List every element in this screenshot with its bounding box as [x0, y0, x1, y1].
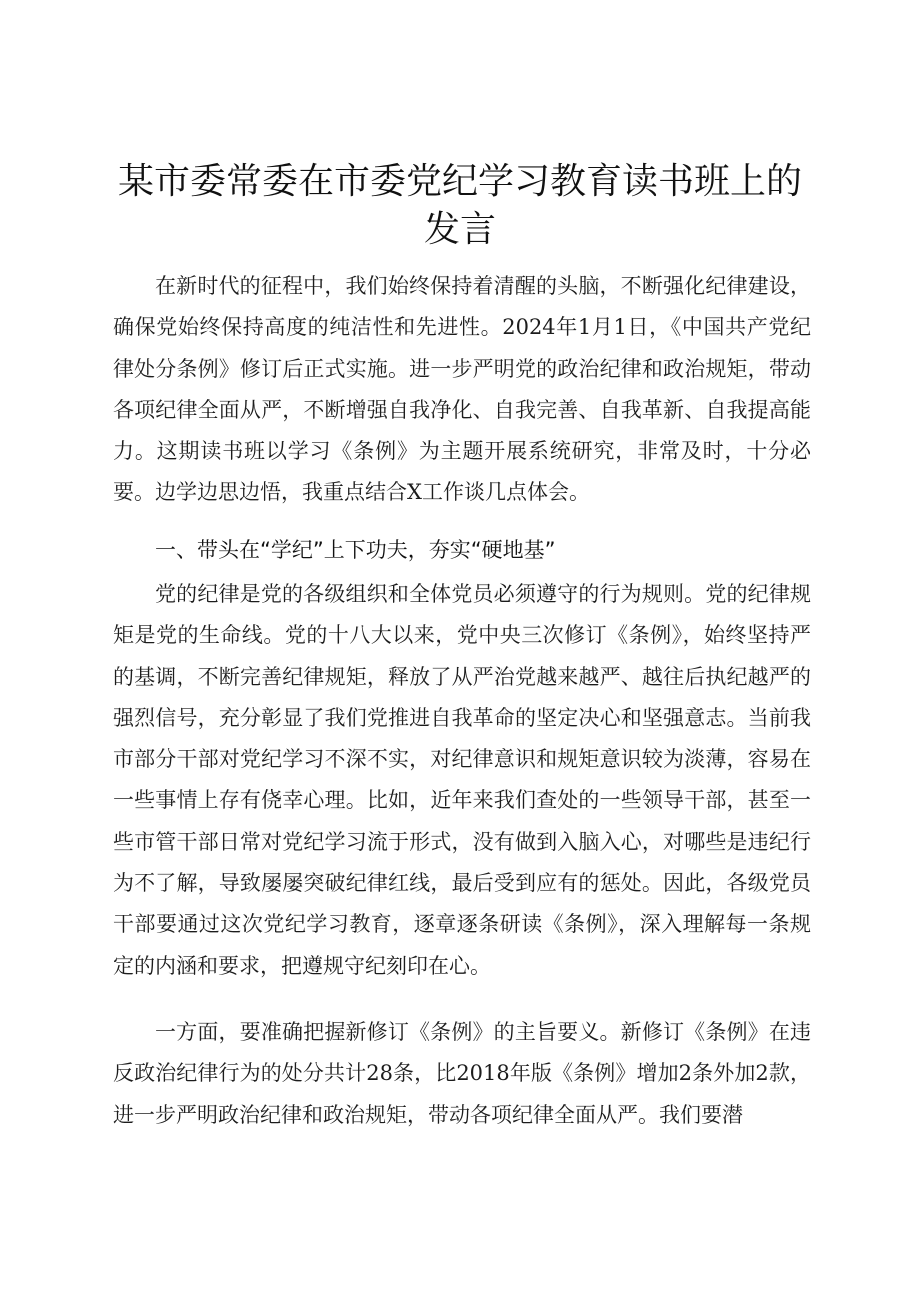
section-heading: 一、带头在“学纪”上下功夫，夯实“硬地基” [155, 538, 556, 562]
intro-paragraph: 在新时代的征程中，我们始终保持着清醒的头脑，不断强化纪律建设，确保党始终保持高度的纯洁性和先进性。2024年1月1日，《中国共产党纪律处分条例》修订后正式实施。进一步严明党的政治纪律和政治规矩，带动各项纪律全面从严，不断增强自我净化、自我完善、自我革新、自我提高能力。这期读书班以学习《条例》为主题开展系统研究，非常及时，十分必要。边学边思边悟，我重点结合X工作谈几点体会。 [113, 274, 811, 505]
document-title: 某市委常委在市委党纪学习教育读书班上的发言 [117, 161, 802, 250]
section-paragraph: 一方面，要准确把握新修订《条例》的主旨要义。新修订《条例》在违反政治纪律行为的处分共计28条，比2018年版《条例》增加2条外加2款，进一步严明政治纪律和政治规矩，带动各项纪律全面从严。我们要潜 [113, 1020, 811, 1127]
section-paragraph: 党的纪律是党的各级组织和全体党员必须遵守的行为规则。党的纪律规矩是党的生命线。党的十八大以来，党中央三次修订《条例》，始终坚持严的基调，不断完善纪律规矩，释放了从严治党越来越严、越往后执纪越严的强烈信号，充分彰显了我们党推进自我革命的坚定决心和坚强意志。当前我市部分干部对党纪学习不深不实，对纪律意识和规矩意识较为淡薄，容易在一些事情上存有侥幸心理。比如，近年来我们查处的一些领导干部，甚至一些市管干部日常对党纪学习流于形式，没有做到入脑入心，对哪些是违纪行为不了解，导致屡屡突破纪律红线，最后受到应有的惩处。因此，各级党员干部要通过这次党纪学习教育，逐章逐条研读《条例》，深入理解每一条规定的内涵和要求，把遵规守纪刻印在心。 [113, 582, 811, 978]
